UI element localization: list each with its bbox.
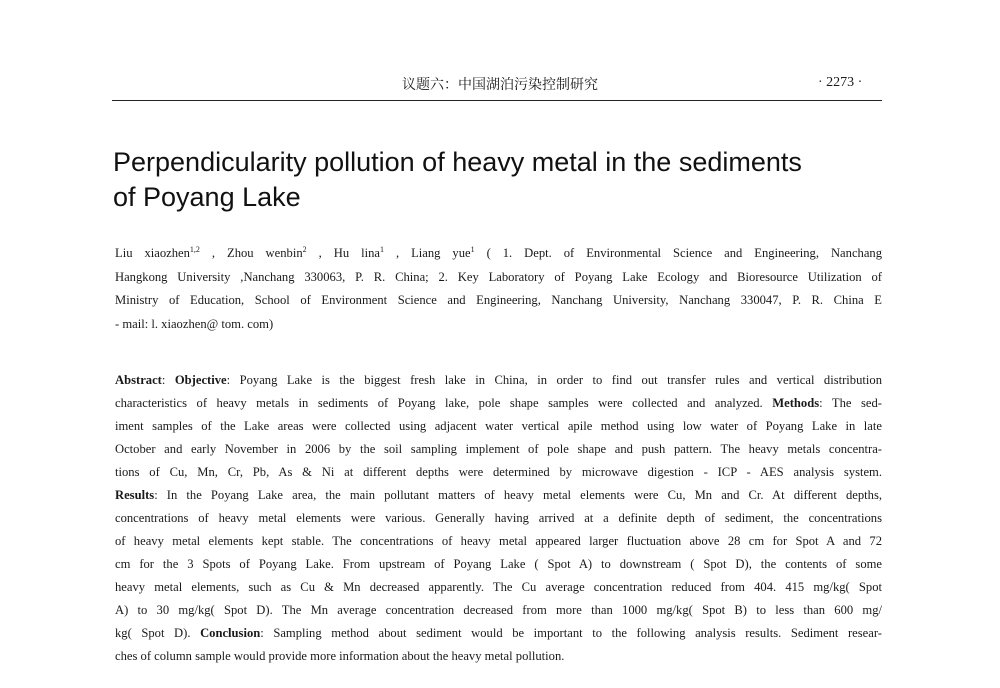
abstract-text: iment samples of the Lake areas were collected using adjacent water vertical apile method using low water of Poyang Lake in late — [115, 419, 882, 433]
author-text: - mail: l. xiaozhen@ tom. com) — [115, 316, 274, 331]
abstract-line — [115, 648, 882, 665]
abstract-text: of heavy metal elements kept stable. The concentrations of heavy metal appeared larger fluctuation above 28 cm for Spot A and 72 — [115, 534, 882, 548]
abstract-line — [115, 556, 882, 573]
abstract-text: heavy metal elements, such as Cu & Mn decreased apparently. The Cu average concentration reduced from 404. 415 mg/kg( Spot — [115, 580, 882, 594]
author-text: , Hu lina — [306, 246, 380, 260]
abstract-line — [115, 487, 882, 504]
author-text: , Liang yue — [383, 246, 471, 260]
paper-title-line-2: of Poyang Lake — [113, 182, 301, 212]
abstract-heading: Abstract — [115, 373, 162, 387]
abstract-text: characteristics of heavy metals in sediments of Poyang lake, pole shape samples were collected and analyzed. — [115, 396, 773, 410]
abstract-text: A) to 30 mg/kg( Spot D). The Mn average concentration decreased from more than 1000 mg/kg( Spot B) to less than 600 mg/ — [115, 603, 882, 617]
affiliation-superscript: 1 — [470, 245, 475, 254]
abstract-line — [115, 464, 882, 481]
abstract-text: concentrations of heavy metal elements were various. Generally having arrived at a definite depth of sediment, the concentrations — [115, 511, 882, 525]
author-line — [115, 245, 882, 262]
page-number: · 2273 · — [818, 75, 863, 90]
abstract-line — [115, 418, 882, 435]
abstract-text: : — [161, 373, 175, 387]
paper-title — [113, 145, 802, 215]
author-line — [115, 316, 882, 333]
abstract-text: cm for the 3 Spots of Poyang Lake. From upstream of Poyang Lake ( Spot A) to downstream ( Spot D), the contents of some — [115, 557, 882, 571]
abstract-text: : In the Poyang Lake area, the main pollutant matters of heavy metal elements were Cu, Mn and Cr. At different depths, — [154, 488, 882, 502]
abstract-heading: Objective — [174, 373, 227, 387]
abstract-line — [115, 602, 882, 619]
author-text: Liu xiaozhen — [115, 246, 190, 260]
abstract-text: : Sampling method about sediment would be important to the following analysis results. Sediment resear- — [260, 626, 882, 640]
header-rule — [112, 100, 882, 101]
affiliation-superscript: 2 — [302, 245, 307, 254]
abstract-heading: Conclusion — [200, 626, 261, 640]
abstract-line — [115, 533, 882, 550]
abstract-line — [115, 441, 882, 458]
author-text: Ministry of Education, School of Environment Science and Engineering, Nanchang University, Nanchang 330047, P. R. China E — [115, 293, 882, 307]
author-text: ( 1. Dept. of Environmental Science and Engineering, Nanchang — [474, 246, 882, 260]
affiliation-superscript: 1,2 — [189, 245, 200, 254]
abstract-line — [115, 510, 882, 527]
running-header-section-title: 议题六：中国湖泊污染控制研究 — [402, 77, 598, 93]
abstract-text: tions of Cu, Mn, Cr, Pb, As & Ni at different depths were determined by microwave digestion - ICP - AES analysis system. — [115, 465, 882, 479]
abstract-line — [115, 579, 882, 596]
author-text: , Zhou wenbin — [199, 246, 303, 260]
author-line — [115, 292, 882, 309]
abstract-line — [115, 625, 882, 642]
abstract-heading: Methods — [772, 396, 820, 410]
abstract-text: ches of column sample would provide more information about the heavy metal pollution. — [115, 649, 565, 663]
author-line — [115, 269, 882, 286]
abstract-text: October and early November in 2006 by the soil sampling implement of pole shape and push pattern. The heavy metals concentra- — [115, 442, 882, 456]
abstract-text: : The sed- — [819, 396, 882, 410]
abstract-text: : Poyang Lake is the biggest fresh lake in China, in order to find out transfer rules and vertical distribution — [226, 373, 882, 387]
abstract-line — [115, 372, 882, 389]
author-text: Hangkong University ,Nanchang 330063, P. R. China; 2. Key Laboratory of Poyang Lake Ecology and Bioresource Utilization of — [115, 269, 882, 284]
abstract-text: kg( Spot D). — [115, 626, 201, 640]
paper-title-line-1: Perpendicularity pollution of heavy metal in the sediments — [113, 147, 802, 177]
abstract-heading: Results — [115, 488, 155, 502]
affiliation-superscript: 1 — [379, 245, 384, 254]
abstract-line — [115, 395, 882, 412]
